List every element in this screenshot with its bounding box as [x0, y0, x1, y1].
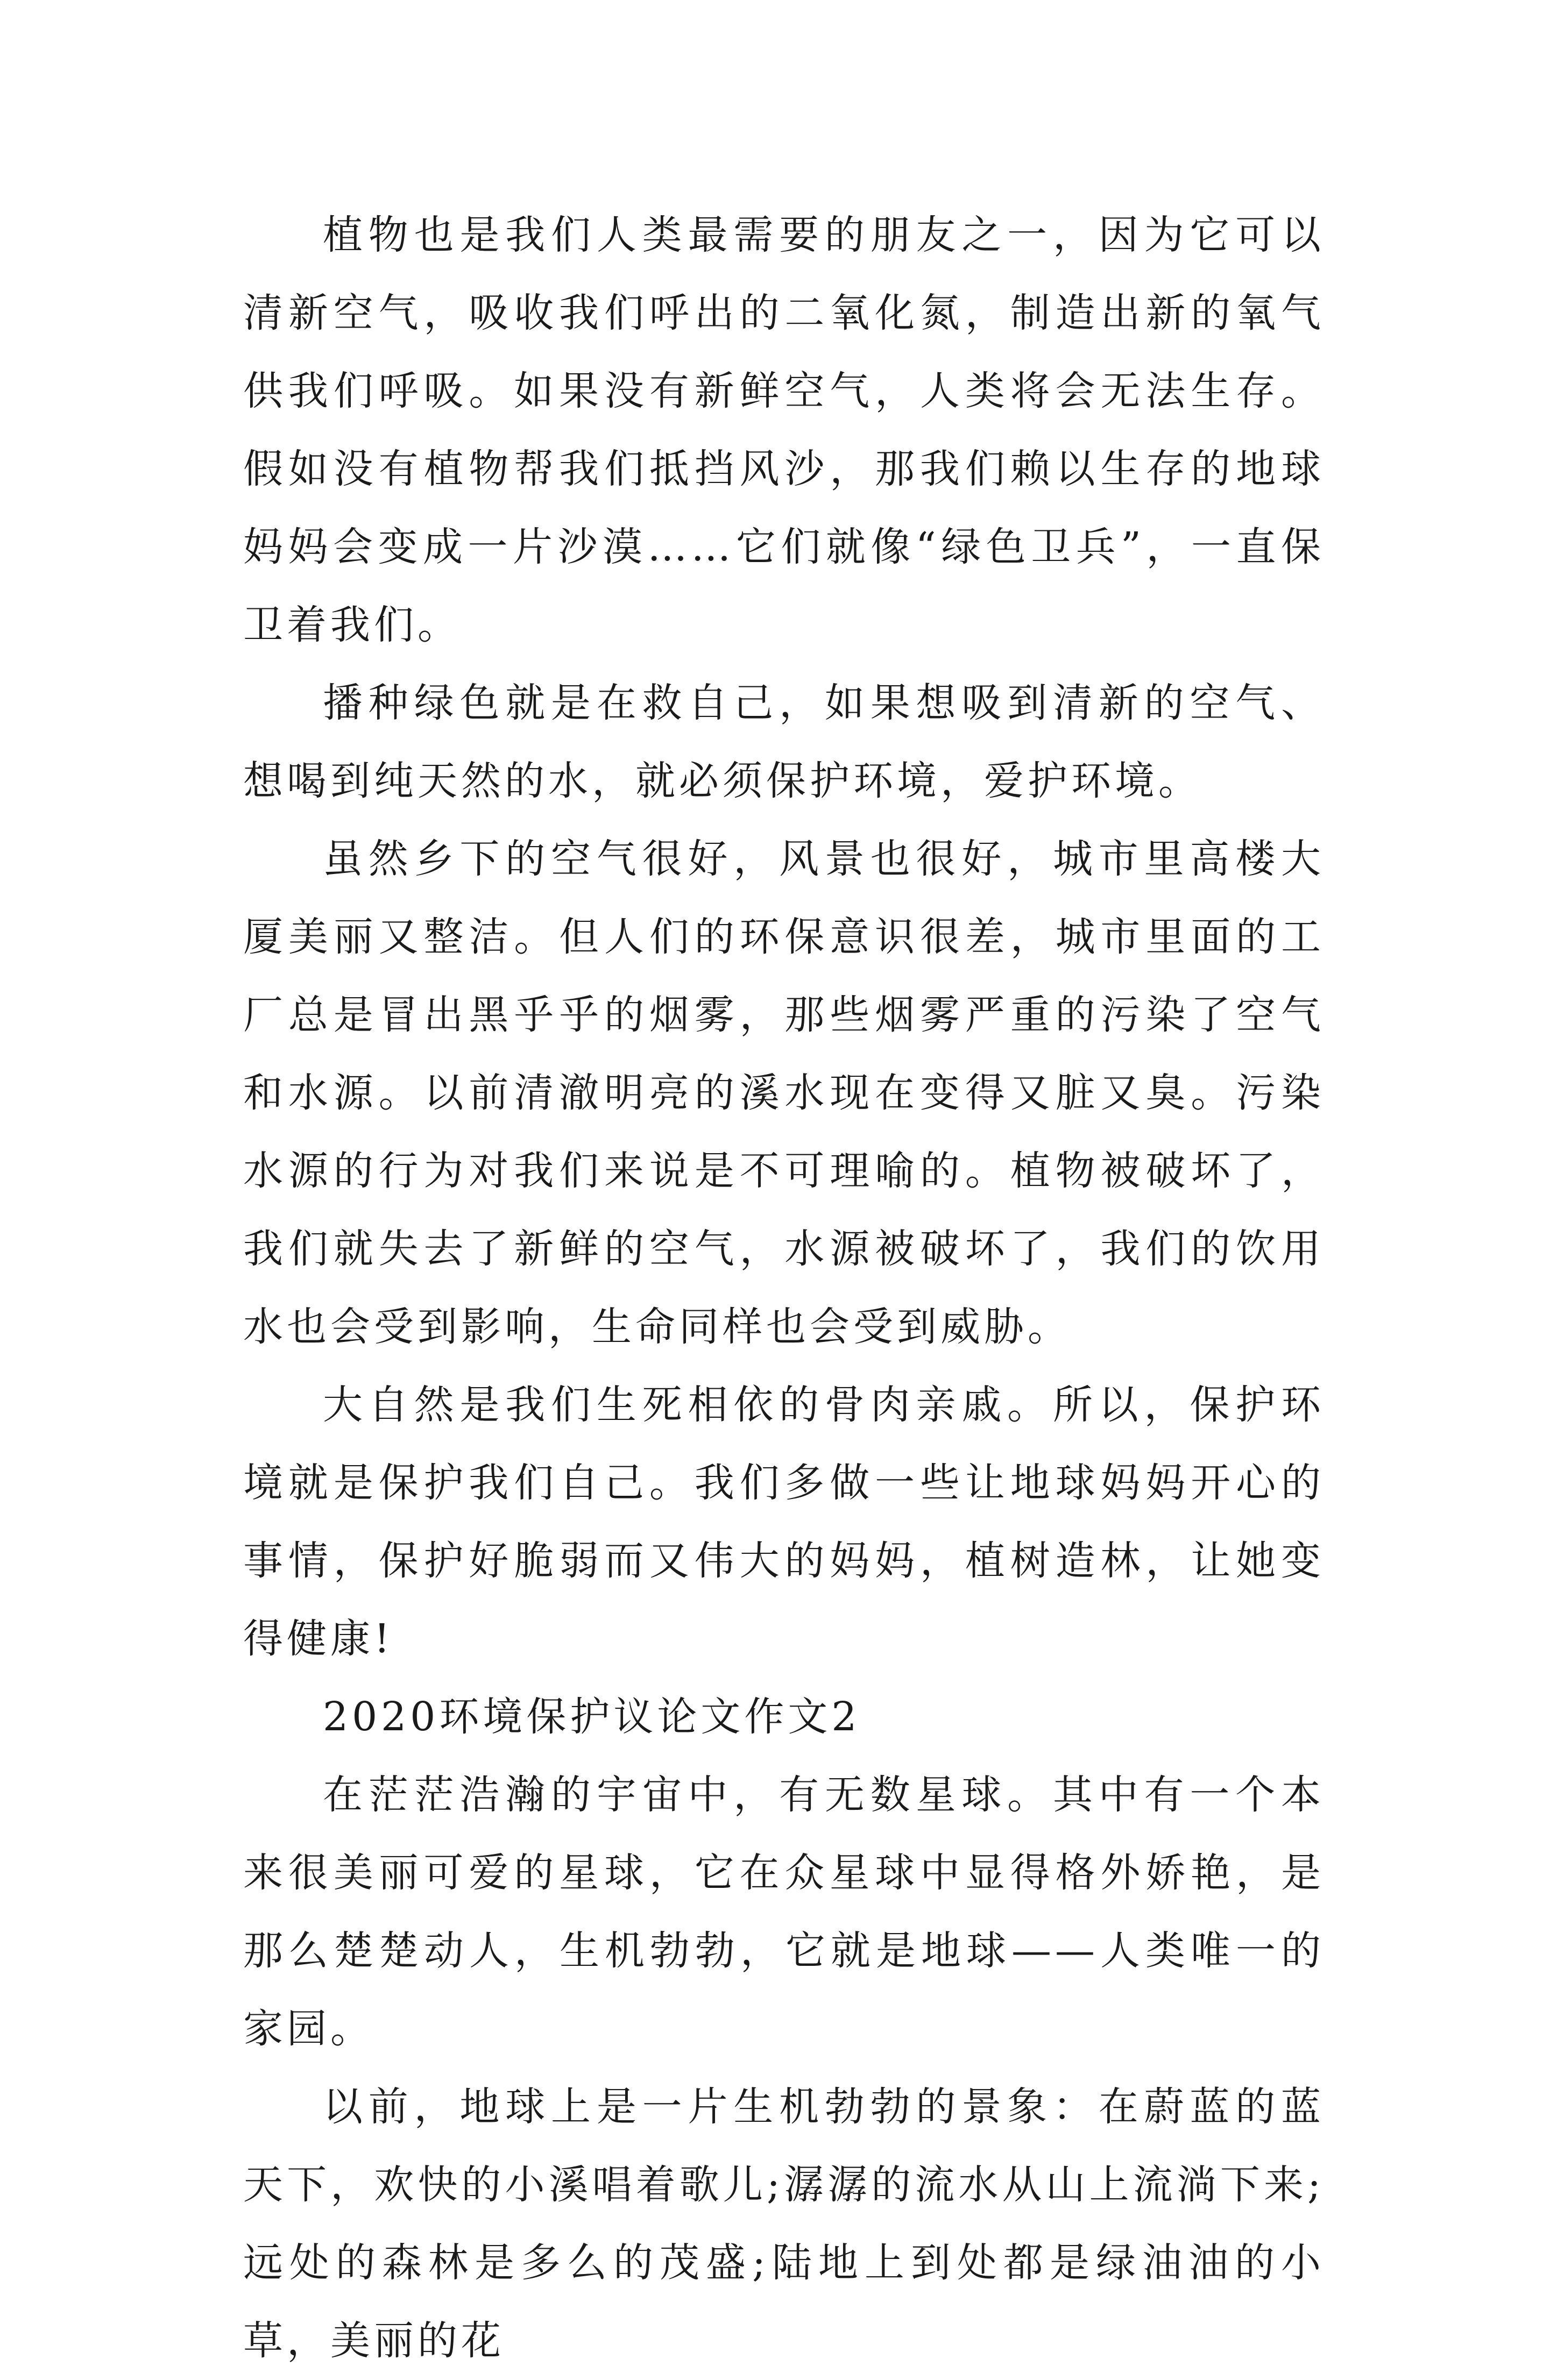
paragraph-nature-family: 大自然是我们生死相依的骨肉亲戚。所以，保护环境就是保护我们自己。我们多做一些让地球妈妈开心的事情，保护好脆弱而又伟大的妈妈，植树造林，让她变得健康! — [243, 1382, 1325, 1662]
paragraph-earth-past: 以前，地球上是一片生机勃勃的景象：在蔚蓝的蓝天下，欢快的小溪唱着歌儿;潺潺的流水从山上流淌下来;远处的森林是多么的茂盛;陆地上到处都是绿油油的小草，美丽的花 — [243, 2084, 1325, 2364]
paragraph-plants-friends: 植物也是我们人类最需要的朋友之一，因为它可以清新空气，吸收我们呼出的二氧化氮，制造出新的氧气供我们呼吸。如果没有新鲜空气，人类将会无法生存。假如没有植物帮我们抵挡风沙，那我们赖以生存的地球妈妈会变成一片沙漠……它们就像“绿色卫兵”，一直保卫着我们。 — [243, 212, 1325, 648]
section-title: 2020环境保护议论文作文2 — [323, 1694, 861, 1740]
paragraph-universe: 在茫茫浩瀚的宇宙中，有无数星球。其中有一个本来很美丽可爱的星球，它在众星球中显得格外娇艳，是那么楚楚动人，生机勃勃，它就是地球——人类唯一的家园。 — [243, 1772, 1325, 2052]
paragraph-city-pollution: 虽然乡下的空气很好，风景也很好，城市里高楼大厦美丽又整洁。但人们的环保意识很差，城市里面的工厂总是冒出黑乎乎的烟雾，那些烟雾严重的污染了空气和水源。以前清澈明亮的溪水现在变得又脏又臭。污染水源的行为对我们来说是不可理喻的。植物被破坏了，我们就失去了新鲜的空气，水源被破坏了，我们的饮用水也会受到影响，生命同样也会受到威胁。 — [243, 836, 1325, 1350]
paragraph-sow-green: 播种绿色就是在救自己，如果想吸到清新的空气、想喝到纯天然的水，就必须保护环境，爱护环境。 — [243, 680, 1325, 804]
body-text — [243, 196, 1325, 2380]
